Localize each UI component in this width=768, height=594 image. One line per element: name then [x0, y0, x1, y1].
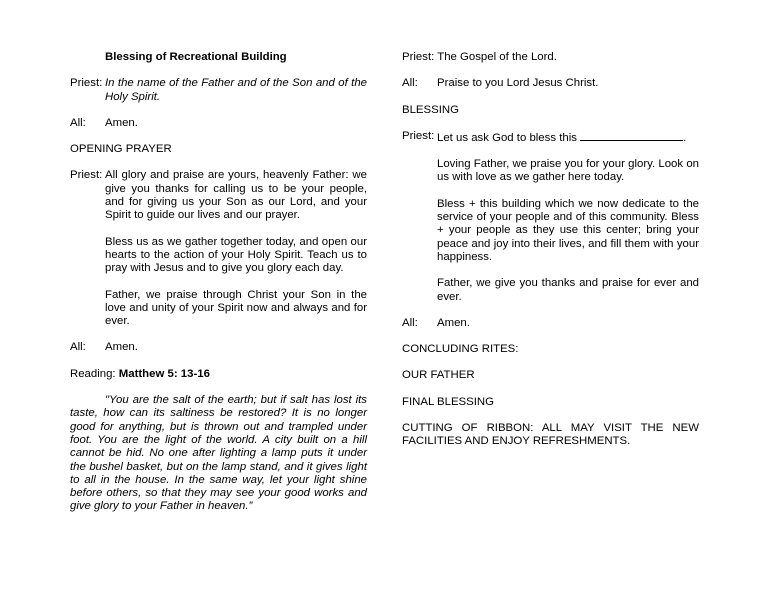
ask-text-end: . — [683, 131, 687, 144]
fill-in-blank — [580, 130, 683, 141]
prayer-paragraph: Father, we praise through Christ your Son in the love and unity of your Spirit now and always and for ever. — [105, 288, 367, 328]
amen-text: Amen. — [105, 116, 138, 129]
our-father-heading: OUR FATHER — [402, 369, 475, 382]
praise-row — [402, 77, 699, 90]
opening-prayer-heading: OPENING PRAYER — [70, 143, 172, 156]
blessing-paragraph: Father, we give you thanks and praise for ever and ever. — [437, 277, 699, 303]
opening-prayer-row — [70, 169, 367, 328]
speaker-priest: Priest: — [70, 169, 103, 182]
amen-row-3 — [402, 317, 699, 330]
final-blessing-heading: FINAL BLESSING — [402, 395, 494, 408]
gospel-line: Priest: The Gospel of the Lord. — [402, 51, 557, 63]
reading-label: Reading: — [70, 367, 119, 380]
invocation-text: In the name of the Father and of the Son and of the Holy Spirit. — [105, 77, 367, 103]
invocation-row — [70, 77, 367, 104]
ask-row — [402, 130, 699, 145]
speaker-all: All: — [70, 116, 86, 129]
reading-reference: Matthew 5: 13-16 — [118, 367, 210, 380]
speaker-all: All: — [70, 341, 86, 354]
prayer-paragraph: All glory and praise are yours, heavenly Father: we give you thanks for calling us to be your people, and for giving us your Son as our Lord, and your Spirit to guide our lives and our prayer. — [105, 169, 367, 222]
blessing-prayer — [402, 158, 699, 304]
prayer-paragraph: Bless us as we gather together today, and open our hearts to the action of your Holy Spirit. Teach us to pray with Jesus and to give you glory each day. — [105, 235, 367, 275]
document-title: Blessing of Recreational Building — [105, 51, 287, 63]
amen-row-1 — [70, 117, 367, 130]
opening-prayer-text — [105, 169, 367, 328]
praise-response: Praise to you Lord Jesus Christ. — [437, 77, 599, 90]
blessing-paragraph: Loving Father, we praise you for your glory. Look on us with love as we gather here today. — [437, 158, 699, 184]
ribbon-instruction: CUTTING OF RIBBON: ALL MAY VISIT THE NEW FACILITIES AND ENJOY REFRESHMENTS. — [402, 422, 699, 448]
left-column — [70, 51, 367, 514]
right-column — [402, 51, 699, 462]
blessing-heading: BLESSING — [402, 103, 459, 116]
amen-text: Amen. — [105, 341, 138, 354]
amen-row-2 — [70, 341, 367, 354]
reading-text: "You are the salt of the earth; but if salt has lost its taste, how can its saltiness be restored? It is no longer good for anything, but is thrown out and trampled under foot. You are the light of the world. A city built on a hill cannot be hid. No one after lighting a lamp puts it under the bushel basket, but on the lamp stand, and it gives light to all in the house. In the same way, let your light shine before others, so that they may see your good works and give glory to your Father in heaven.” — [70, 394, 367, 513]
ask-text-label: Let us ask God to bless this — [437, 131, 581, 144]
concluding-rites-heading: CONCLUDING RITES: — [402, 343, 519, 356]
amen-text: Amen. — [437, 316, 470, 329]
speaker-all: All: — [402, 77, 418, 90]
blessing-paragraph: Bless + this building which we now dedicate to the service of your people and of this community. Bless + your people as they use this center; bring your peace and joy into their lives, and fill them with your happiness. — [437, 197, 699, 263]
reading-heading — [70, 368, 367, 381]
ask-text — [437, 130, 699, 145]
speaker-all: All: — [402, 316, 418, 329]
speaker-priest: Priest: — [70, 77, 103, 90]
speaker-priest: Priest: — [402, 129, 435, 142]
